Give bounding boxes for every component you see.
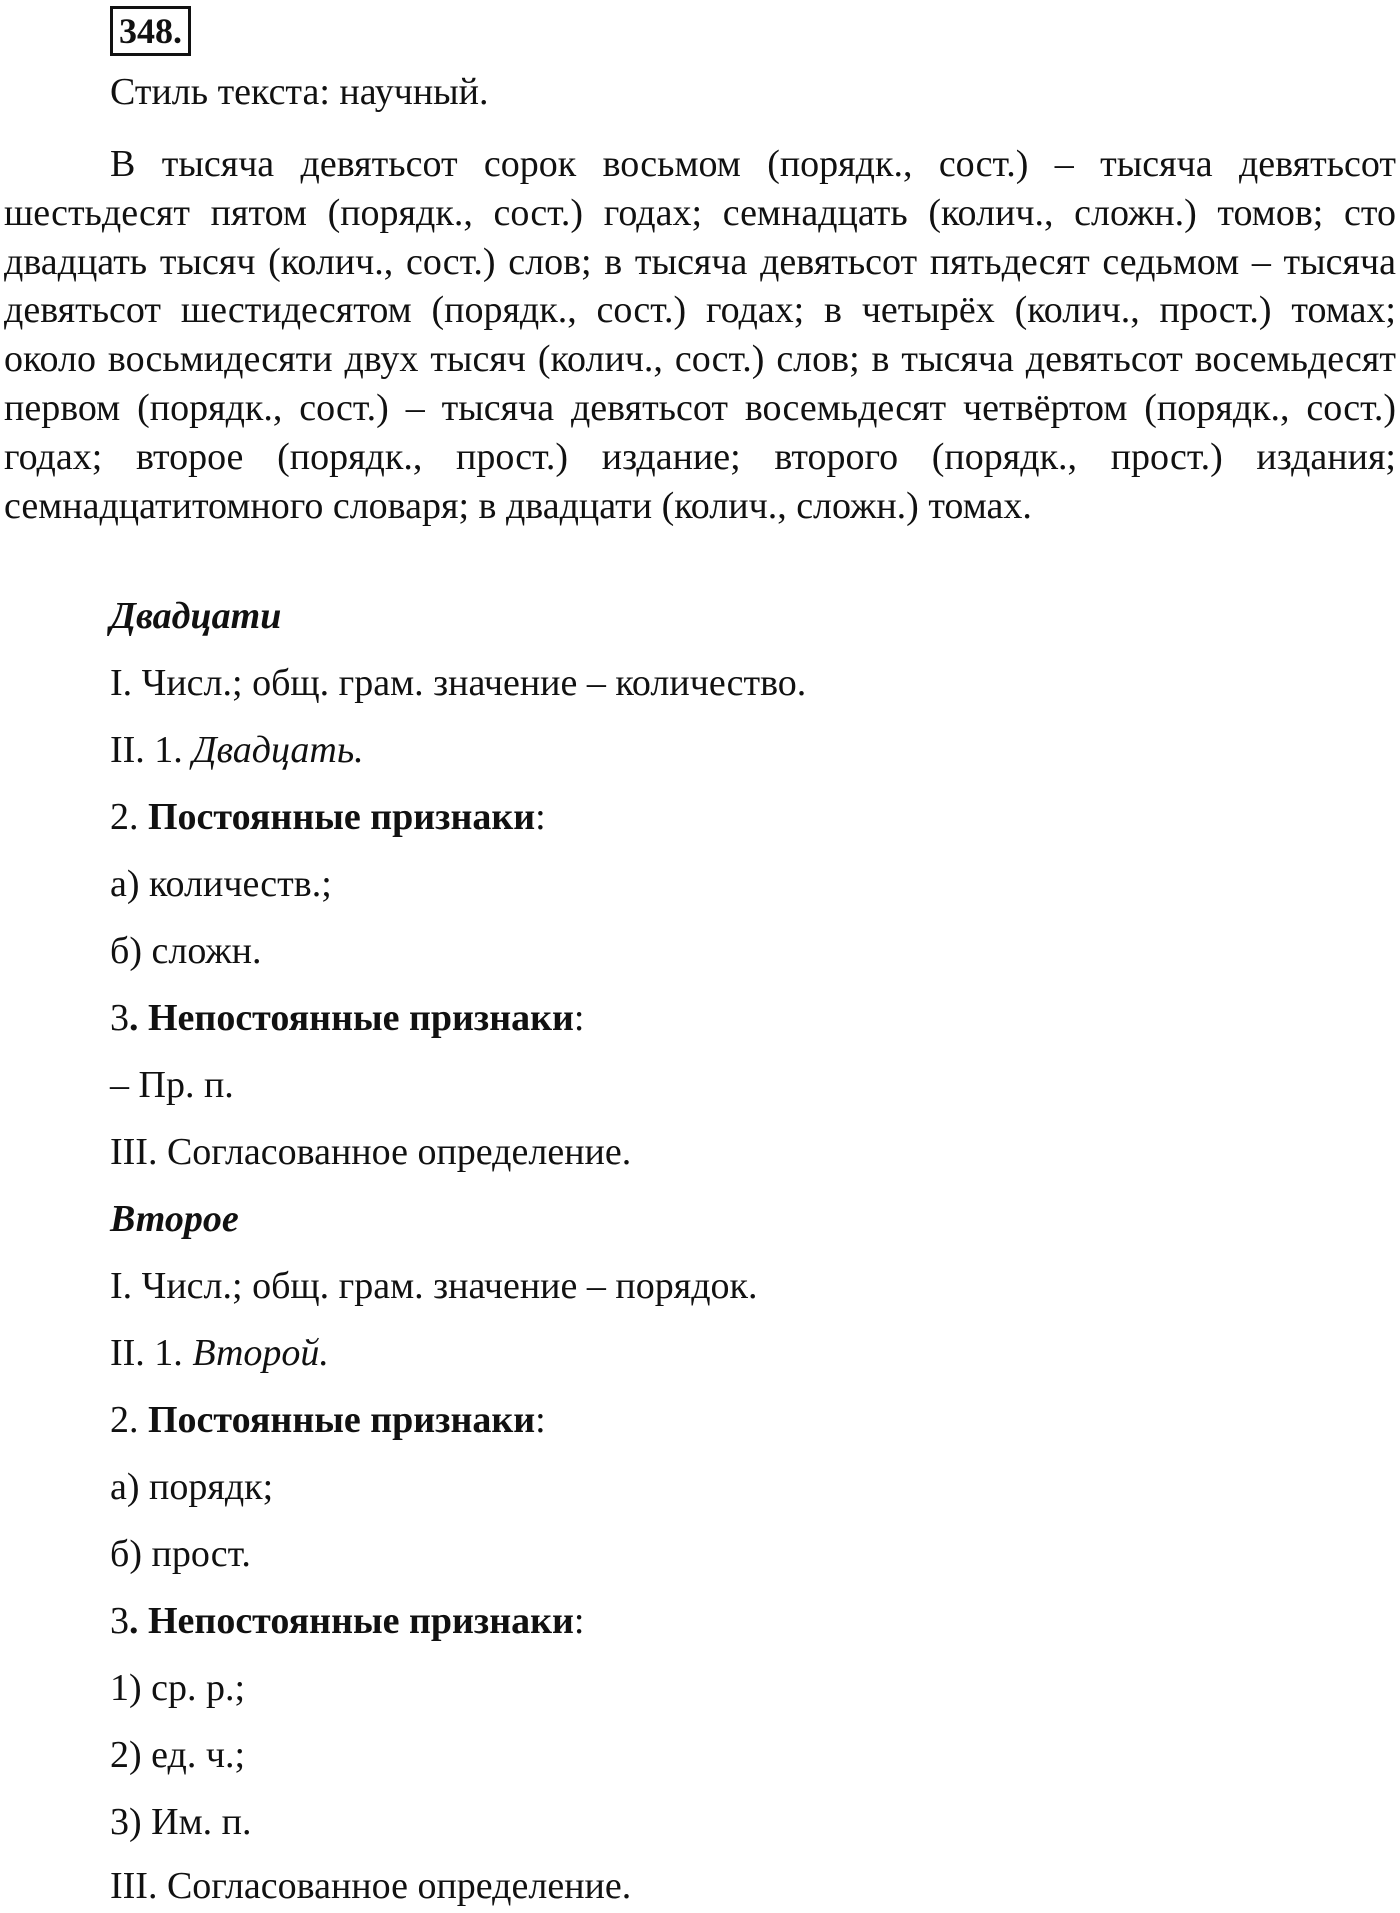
section2-line-2-prefix: 2. [110, 1399, 148, 1441]
section2-item-a: а) порядк; [110, 1466, 274, 1508]
section2-heading: Второе [110, 1198, 239, 1240]
section1-line-II-prefix: II. 1. [110, 729, 193, 771]
section1-item-a: а) количеств.; [110, 863, 332, 905]
section2-line-3-suffix: : [573, 1600, 585, 1642]
section2-item-b: б) прост. [110, 1533, 251, 1575]
section2-line-3-bold: . Непостоянные признаки [129, 1600, 574, 1642]
section1-item-b: б) сложн. [110, 930, 262, 972]
section2-line-III: III. Согласованное определение. [110, 1865, 632, 1907]
section1-line-3-prefix: 3 [110, 997, 129, 1039]
section1-line-2-suffix: : [535, 796, 546, 838]
section1-line-3-bold: . Непостоянные признаки [129, 997, 574, 1039]
section1-line-3-suffix: : [573, 997, 585, 1039]
section1-line-II-word: Двадцать. [192, 729, 364, 771]
section1-line-II [110, 728, 364, 772]
section1-line-III: III. Согласованное определение. [110, 1131, 632, 1173]
section1-line-I: I. Числ.; общ. грам. значение – количество. [110, 662, 807, 704]
section2-constant-features [110, 1398, 546, 1442]
section2-variable-features [110, 1599, 584, 1643]
section1-line-2-prefix: 2. [110, 796, 148, 838]
section2-line-II-word: Второй. [192, 1332, 329, 1374]
section2-item-3: 3) Им. п. [110, 1801, 252, 1843]
section2-line-II-prefix: II. 1. [110, 1332, 193, 1374]
section2-line-2-suffix: : [535, 1399, 546, 1441]
main-paragraph: В тысяча девятьсот сорок восьмом (порядк., сост.) – тысяча девятьсот шестьдесят пятом (порядк., сост.) годах; семнадцать (колич., сложн.) томов; сто двадцать тысяч (колич., сост.) слов; в тысяча девятьсот пятьдесят седьмом – тысяча девятьсот шестидесятом (порядк., сост.) годах; в четырёх (колич., прост.) томах; около восьмидесяти двух тысяч (колич., сост.) слов; в тысяча девятьсот восемьдесят первом (порядк., сост.) – тысяча девятьсот восемьдесят четвёртом (порядк., сост.) годах; второе (порядк., прост.) издание; второго (порядк., прост.) издания; семнадцатитомного словаря; в двадцати (колич., сложн.) томах. [4, 143, 1396, 527]
section1-line-2-bold: Постоянные признаки [148, 796, 536, 838]
section1-item-case: – Пр. п. [110, 1064, 234, 1106]
text-style-line: Стиль текста: научный. [110, 71, 489, 113]
section2-item-1: 1) ср. р.; [110, 1667, 246, 1709]
exercise-number: 348. [110, 6, 191, 56]
section2-line-2-bold: Постоянные признаки [148, 1399, 536, 1441]
section1-constant-features [110, 795, 546, 839]
section2-line-3-prefix: 3 [110, 1600, 129, 1642]
section2-item-2: 2) ед. ч.; [110, 1734, 246, 1776]
section2-line-I: I. Числ.; общ. грам. значение – порядок. [110, 1265, 758, 1307]
section1-variable-features [110, 996, 584, 1040]
section1-heading: Двадцати [110, 595, 282, 637]
section2-line-II [110, 1331, 329, 1375]
